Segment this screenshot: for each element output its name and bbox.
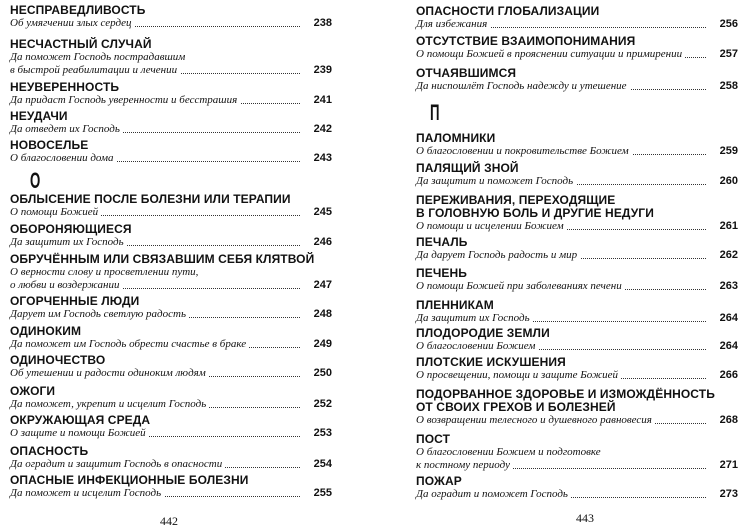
entry-page-number: 256: [717, 18, 738, 31]
toc-entry: [10, 223, 332, 249]
toc-entry: [416, 35, 738, 61]
entry-page-number: 239: [311, 64, 332, 77]
entry-page-number: 263: [717, 280, 738, 293]
toc-entry: [10, 4, 332, 30]
entry-title: ПОЖАР: [416, 474, 462, 488]
entry-description: Да оградит и защитит Господь в опасности: [10, 458, 225, 470]
entry-description: Об утешении и радости одиноким людям: [10, 367, 209, 379]
toc-entry: [10, 81, 332, 107]
entry-page-number: 260: [717, 175, 738, 188]
entry-description: Для избежания: [416, 18, 490, 30]
entry-description: Да отведет их Господь: [10, 123, 123, 135]
entry-title: ПОСТ: [416, 432, 451, 446]
entry-page-number: 264: [717, 340, 738, 353]
entry-page-number: 255: [311, 487, 332, 500]
toc-entry: [10, 354, 332, 380]
section-letter: П: [430, 100, 440, 125]
right-page: [376, 0, 752, 528]
toc-entry: [10, 110, 332, 136]
entry-page-number: 241: [311, 94, 332, 107]
entry-title: ОПАСНЫЕ ИНФЕКЦИОННЫЕ БОЛЕЗНИ: [10, 473, 249, 487]
section-letter: О: [30, 168, 41, 193]
entry-page-number: 242: [311, 123, 332, 136]
entry-page-number: 249: [311, 338, 332, 351]
entry-title: НЕСПРАВЕДЛИВОСТЬ: [10, 3, 146, 17]
entry-description: О благословении Божием: [416, 340, 538, 352]
entry-description: Да поможет Господь пострадавшим в быстрой реабилитации и лечении: [10, 51, 186, 76]
entry-page-number: 264: [717, 312, 738, 325]
entry-page-number: 250: [311, 367, 332, 380]
entry-page-number: 238: [311, 17, 332, 30]
entry-title: НОВОСЕЛЬЕ: [10, 138, 89, 152]
entry-title: НЕУДАЧИ: [10, 109, 68, 123]
entry-description: О помощи Божией: [10, 206, 101, 218]
toc-entry: [10, 193, 332, 219]
entry-page-number: 243: [311, 152, 332, 165]
entry-title: НЕСЧАСТНЫЙ СЛУЧАЙ: [10, 37, 152, 51]
entry-title: ОБЛЫСЕНИЕ ПОСЛЕ БОЛЕЗНИ ИЛИ ТЕРАПИИ: [10, 192, 291, 206]
entry-description: Об умягчении злых сердец: [10, 17, 135, 29]
entry-page-number: 268: [717, 414, 738, 427]
entry-title: ОБРУЧЁННЫМ ИЛИ СВЯЗАВШИМ СЕБЯ КЛЯТВОЙ: [10, 252, 315, 266]
toc-entry: [10, 325, 332, 351]
toc-entry: [416, 5, 738, 31]
entry-page-number: 257: [717, 48, 738, 61]
entry-description: О благословении дома: [10, 152, 117, 164]
entry-description: О помощи и исцелении Божием: [416, 220, 567, 232]
entry-title: ПЛЕННИКАМ: [416, 298, 494, 312]
entry-title: ОКРУЖАЮЩАЯ СРЕДА: [10, 413, 151, 427]
toc-entry: [416, 327, 738, 353]
entry-description: Да защитит и поможет Господь: [416, 175, 576, 187]
page-number: 443: [576, 511, 594, 525]
entry-title: ОТЧАЯВШИМСЯ: [416, 66, 517, 80]
entry-description: Да поможет, укрепит и исцелит Господь: [10, 398, 209, 410]
entry-title: ОЖОГИ: [10, 384, 56, 398]
entry-page-number: 254: [311, 458, 332, 471]
entry-description: Да ниспошлёт Господь надежду и утешение: [416, 80, 630, 92]
toc-entry: [416, 236, 738, 262]
entry-title: ПЛОДОРОДИЕ ЗЕМЛИ: [416, 326, 550, 340]
toc-entry: [416, 433, 738, 472]
entry-page-number: 262: [717, 249, 738, 262]
toc-entry: [416, 356, 738, 382]
toc-entry: [10, 474, 332, 500]
toc-entry: [416, 299, 738, 325]
entry-page-number: 248: [311, 308, 332, 321]
entry-title: ОПАСНОСТЬ: [10, 444, 89, 458]
entry-description: Да придаст Господь уверенности и бесстрашия: [10, 94, 240, 106]
entry-page-number: 261: [717, 220, 738, 233]
toc-entry: [10, 414, 332, 440]
entry-title: ОПАСНОСТИ ГЛОБАЛИЗАЦИИ: [416, 4, 600, 18]
entry-title: ПЕЧАЛЬ: [416, 235, 468, 249]
entry-description: Да дарует Господь радость и мир: [416, 249, 580, 261]
entry-title: ОТСУТСТВИЕ ВЗАИМОПОНИМАНИЯ: [416, 34, 636, 48]
entry-page-number: 259: [717, 145, 738, 158]
entry-description: О верности слову и просветлении пути, о любви и воздержании: [10, 266, 199, 291]
toc-entry: [10, 445, 332, 471]
toc-entry: [10, 38, 332, 77]
entry-description: О защите и помощи Божией: [10, 427, 149, 439]
entry-page-number: 266: [717, 369, 738, 382]
entry-page-number: 245: [311, 206, 332, 219]
entry-description: Дарует им Господь светлую радость: [10, 308, 189, 320]
entry-page-number: 253: [311, 427, 332, 440]
entry-title: ПЕРЕЖИВАНИЯ, ПЕРЕХОДЯЩИЕ В ГОЛОВНУЮ БОЛЬ И ДРУГИЕ НЕДУГИ: [416, 193, 654, 220]
entry-description: О благословении Божием и подготовке к постному периоду: [416, 446, 601, 471]
entry-description: О возвращении телесного и душевного равновесия: [416, 414, 655, 426]
entry-title: ПАЛОМНИКИ: [416, 131, 496, 145]
toc-entry: [416, 267, 738, 293]
entry-title: ОБОРОНЯЮЩИЕСЯ: [10, 222, 132, 236]
entry-description: Да поможет им Господь обрести счастье в браке: [10, 338, 249, 350]
toc-entry: [416, 162, 738, 188]
entry-title: ПОДОРВАННОЕ ЗДОРОВЬЕ И ИЗМОЖДЁННОСТЬ ОТ СВОИХ ГРЕХОВ И БОЛЕЗНЕЙ: [416, 387, 715, 414]
toc-entry: [10, 139, 332, 165]
entry-page-number: 247: [311, 279, 332, 292]
entry-description: О помощи Божией при заболеваниях печени: [416, 280, 625, 292]
toc-entry: [416, 475, 738, 501]
entry-description: О помощи Божией в прояснении ситуации и примирении: [416, 48, 685, 60]
entry-description: О просвещении, помощи и защите Божией: [416, 369, 621, 381]
entry-title: ОДИНОЧЕСТВО: [10, 353, 106, 367]
entry-description: Да оградит и поможет Господь: [416, 488, 571, 500]
entry-description: Да поможет и исцелит Господь: [10, 487, 164, 499]
toc-entry: [10, 253, 332, 292]
entry-page-number: 271: [717, 459, 738, 472]
toc-entry: [416, 194, 738, 233]
entry-page-number: 246: [311, 236, 332, 249]
entry-description: Да защитит их Господь: [10, 236, 127, 248]
toc-entry: [10, 295, 332, 321]
entry-page-number: 252: [311, 398, 332, 411]
entry-title: ПЕЧЕНЬ: [416, 266, 467, 280]
toc-entry: [416, 132, 738, 158]
entry-title: НЕУВЕРЕННОСТЬ: [10, 80, 120, 94]
toc-entry: [416, 67, 738, 93]
page-number: 442: [160, 514, 178, 528]
toc-entry: [416, 388, 738, 427]
entry-title: ПЛОТСКИЕ ИСКУШЕНИЯ: [416, 355, 566, 369]
entry-title: ПАЛЯЩИЙ ЗНОЙ: [416, 161, 519, 175]
entry-page-number: 273: [717, 488, 738, 501]
entry-page-number: 258: [717, 80, 738, 93]
entry-title: ОДИНОКИМ: [10, 324, 82, 338]
entry-description: О благословении и покровительстве Божием: [416, 145, 632, 157]
entry-title: ОГОРЧЕННЫЕ ЛЮДИ: [10, 294, 140, 308]
entry-description: Да защитит их Господь: [416, 312, 533, 324]
toc-entry: [10, 385, 332, 411]
